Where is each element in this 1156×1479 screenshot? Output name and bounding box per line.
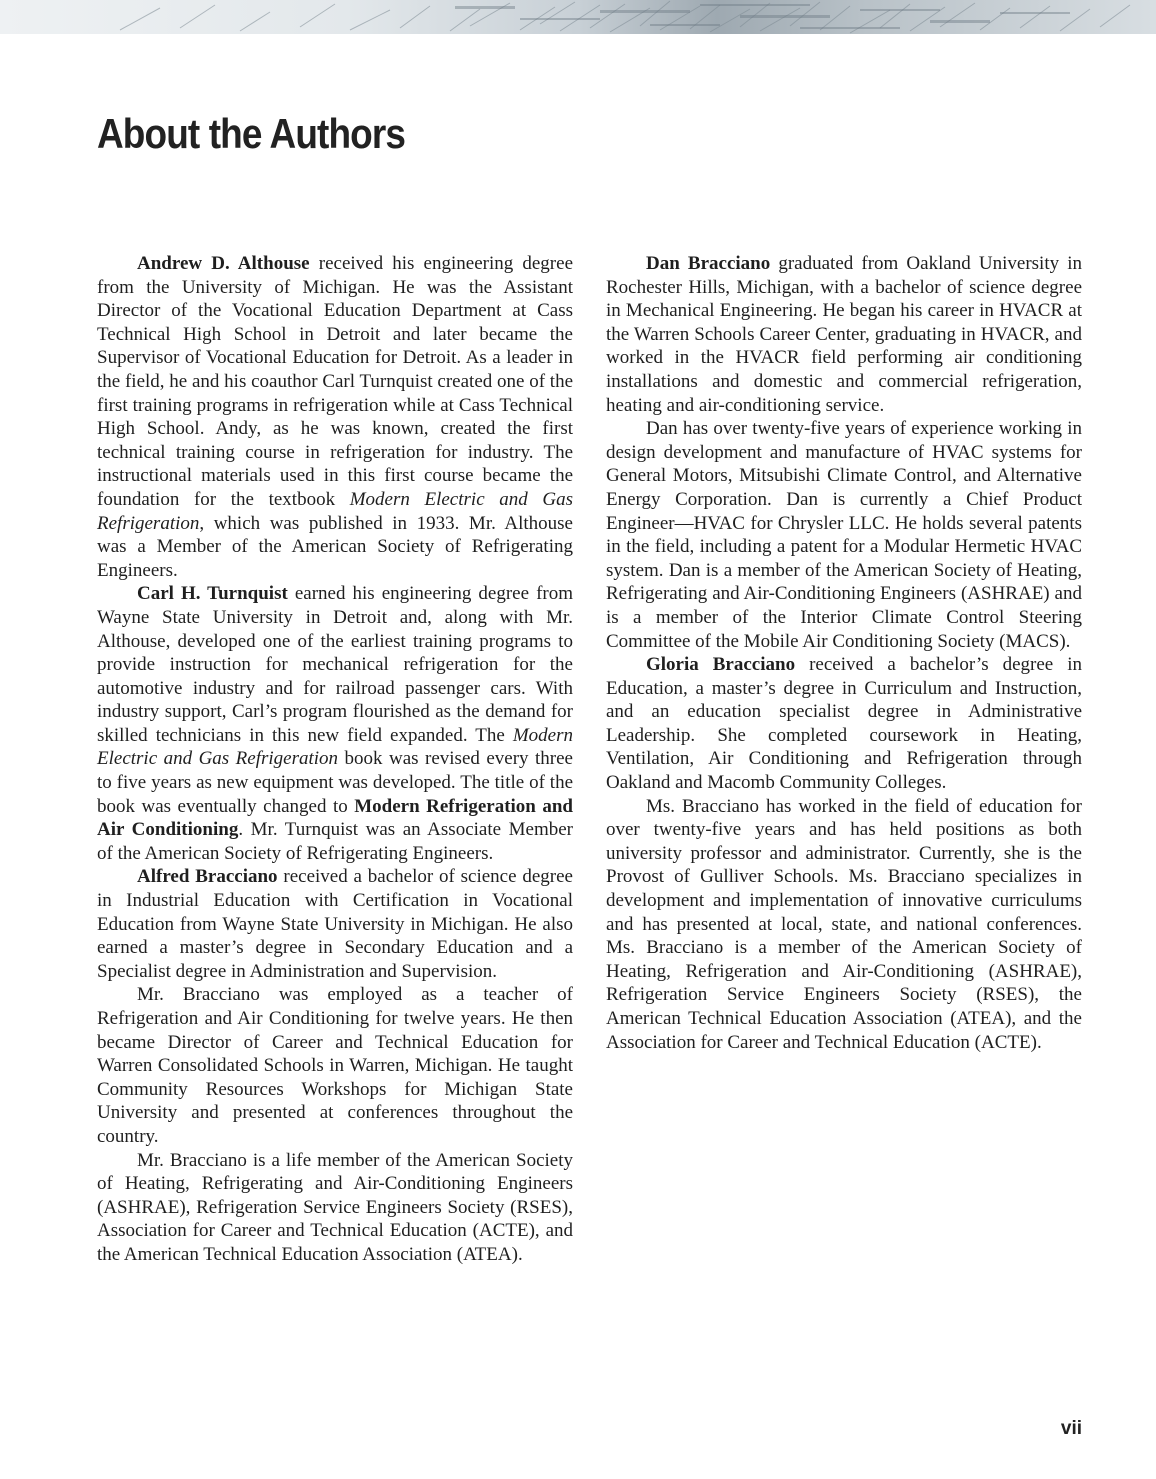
texture-pattern	[0, 0, 1156, 34]
turnquist-bio-paragraph	[97, 582, 573, 865]
turnquist-bio-text-mid: book was revised every three to five years as new equipment was developed. The title of the book was eventually changed to	[97, 748, 573, 817]
turnquist-bio-text: earned his engineering degree from Wayne State University in Detroit and, along with Mr. Althouse, developed one of the earliest training programs to provide instruction for mechanical refrigeration for the automotive industry and for railroad passenger cars. With industry support, Carl’s program flourished as the demand for skilled technicians in this new field expanded. The	[97, 583, 574, 746]
alfred-bio-paragraph	[97, 865, 573, 983]
althouse-bio-text: received his engineering degree from the University of Michigan. He was the Assistant Director of the Vocational Education Department at Cass Technical High School in Detroit and later became the Supervisor of Vocational Education for Detroit. As a leader in the field, he and his coauthor Carl Turnquist created one of the first training programs in refrigeration while at Cass Technical High School. Andy, as he was known, created the first technical training course in refrigeration for industry. The instructional materials used in this first course became the foundation for the textbook	[97, 253, 574, 510]
page-number: vii	[1060, 1418, 1082, 1439]
page-title: About the Authors	[97, 110, 406, 157]
turnquist-bio-text-end: . Mr. Turnquist was an Associate Member of the American Society of Refrigerating Engineers.	[97, 819, 573, 864]
author-name-turnquist: Carl H. Turnquist	[137, 583, 288, 605]
gloria-bio-text: received a bachelor’s degree in Education, a master’s degree in Curriculum and Instruction, and an education specialist degree in Administrative Leadership. She completed coursework in Heating, Ventilation, Air Conditioning and Refrigeration through Oakland and Macomb Community Colleges.	[606, 654, 1082, 794]
left-column	[97, 252, 573, 1267]
alfred-memberships-paragraph: Mr. Bracciano is a life member of the American Society of Heating, Refrigerating and Air-Conditioning Engineers (ASHRAE), Refrigeration Service Engineers Society (RSES), Association for Career and Technical Education (ACTE), and the American Technical Education Association (ATEA).	[97, 1149, 573, 1265]
gloria-bio-paragraph	[606, 653, 1082, 795]
author-name-althouse: Andrew D. Althouse	[137, 253, 310, 274]
book-new-title-bold: Modern Refrigeration and Air Conditioning	[97, 795, 573, 841]
althouse-bio-text-end: , which was published in 1933. Mr. Althouse was a Member of the American Society of Refrigerating Engineers.	[97, 512, 573, 581]
book-title-italic: Modern Electric and Gas Refrigeration	[97, 488, 573, 534]
dan-bio-paragraph	[606, 252, 1082, 417]
book-title-italic: Modern Electric and Gas Refrigeration	[97, 724, 573, 770]
dan-bio-text: graduated from Oakland University in Rochester Hills, Michigan, with a bachelor of science degree in Mechanical Engineering. He began his career in HVACR at the Warren Schools Career Center, graduating in HVACR, and worked in the HVACR field performing air conditioning installations and domestic and commercial refrigeration, heating and air-conditioning service.	[606, 253, 1083, 416]
gloria-career-paragraph: Ms. Bracciano has worked in the field of education for over twenty-five years and has held positions as both university professor and administrator. Currently, she is the Provost of Gulliver Schools. Ms. Bracciano specializes in development and implementation of innovative curriculums and has presented at local, state, and national conferences. Ms. Bracciano is a member of the American Society of Heating, Refrigeration and Air-Conditioning (ASHRAE), Refrigeration Service Engineers Society (RSES), the American Technical Education Association (ATEA), and the Association for Career and Technical Education (ACTE).	[606, 795, 1082, 1053]
alfred-career-paragraph: Mr. Bracciano was employed as a teacher of Refrigeration and Air Conditioning for twelve years. He then became Director of Career and Technical Education for Warren Consolidated Schools in Warren, Michigan. He taught Community Resources Workshops for Michigan State University and presented at conferences throughout the country.	[97, 984, 573, 1147]
right-column	[606, 252, 1082, 1054]
dan-career-paragraph: Dan has over twenty-five years of experience working in design development and manufacture of HVAC systems for General Motors, Mitsubishi Climate Control, and Alternative Energy Corporation. Dan is currently a Chief Product Engineer—HVAC for Chrysler LLC. He holds several patents in the field, including a patent for a Modular Hermetic HVAC system. Dan is a member of the American Society of Heating, Refrigerating and Air-Conditioning Engineers (ASHRAE) and is a member of the Interior Climate Control Steering Committee of the Mobile Air Conditioning Society (MACS).	[606, 418, 1082, 652]
alfred-bio-text: received a bachelor of science degree in Industrial Education with Certification in Vocational Education from Wayne State University in Michigan. He also earned a master’s degree in Secondary Education and a Specialist degree in Administration and Supervision.	[97, 866, 573, 982]
althouse-bio-paragraph	[97, 252, 573, 582]
author-name-alfred: Alfred Bracciano	[137, 866, 278, 888]
decorative-header-band	[0, 0, 1156, 34]
author-name-gloria: Gloria Bracciano	[646, 654, 796, 676]
author-name-dan: Dan Bracciano	[646, 253, 771, 274]
